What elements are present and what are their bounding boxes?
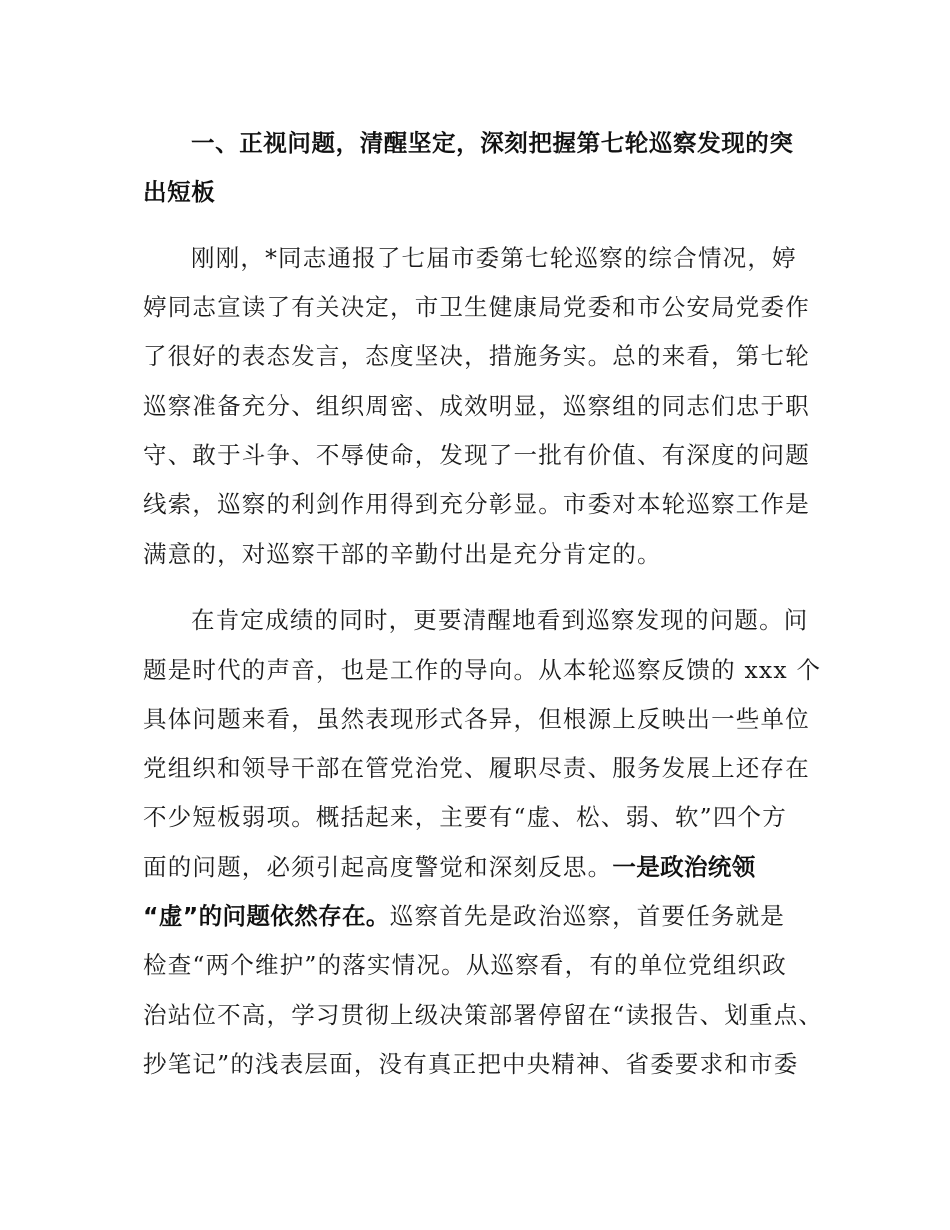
paragraph-2-line-6-text: 面的问题，必须引起高度警觉和深刻反思。 [143,853,613,881]
paragraph-2-line-5: 不少短板弱项。概括起来，主要有“虚、松、弱、软”四个方 [143,803,787,831]
paragraph-2-line-10: 抄笔记”的浅表层面，没有真正把中央精神、省委要求和市委 [143,1050,799,1078]
paragraph-1-line-5: 守、敢于斗争、不辱使命，发现了一批有价值、有深度的问题 [143,441,810,469]
point-one-bold-start: 一是政治统领 [612,853,756,881]
section-heading-line-2: 出短板 [143,178,216,206]
point-one-bold-end: “虚”的问题依然存在。 [143,902,390,930]
paragraph-2-line-1: 在肯定成绩的同时，更要清醒地看到巡察发现的问题。问 [191,606,809,634]
paragraph-1-line-7: 满意的，对巡察干部的辛勤付出是充分肯定的。 [143,540,662,568]
paragraph-2-line-4: 党组织和领导干部在管党治党、履职尽责、服务发展上还存在 [143,754,810,782]
paragraph-1-line-3: 了很好的表态发言，态度坚决，措施务实。总的来看，第七轮 [143,342,810,370]
section-heading-line-1: 一、正视问题，清醒坚定，深刻把握第七轮巡察发现的突 [191,129,794,157]
paragraph-1-line-1: 刚刚，*同志通报了七届市委第七轮巡察的综合情况，婷 [191,244,797,272]
paragraph-2-line-6 [143,852,756,882]
paragraph-2-line-7 [143,901,785,931]
paragraph-2-line-2: 题是时代的声音，也是工作的导向。从本轮巡察反馈的 xxx 个 [143,656,822,684]
paragraph-2-line-3: 具体问题来看，虽然表现形式各异，但根源上反映出一些单位 [143,705,810,733]
paragraph-2-line-9: 治站位不高，学习贯彻上级决策部署停留在“读报告、划重点、 [143,1001,824,1029]
paragraph-1-line-4: 巡察准备充分、组织周密、成效明显，巡察组的同志们忠于职 [143,392,810,420]
paragraph-1-line-6: 线索，巡察的利剑作用得到充分彰显。市委对本轮巡察工作是 [143,490,810,518]
paragraph-1-line-2: 婷同志宣读了有关决定，市卫生健康局党委和市公安局党委作 [143,293,810,321]
paragraph-2-line-7-text: 巡察首先是政治巡察，首要任务就是 [389,902,785,930]
paragraph-2-line-8: 检查“两个维护”的落实情况。从巡察看，有的单位党组织政 [143,951,787,979]
